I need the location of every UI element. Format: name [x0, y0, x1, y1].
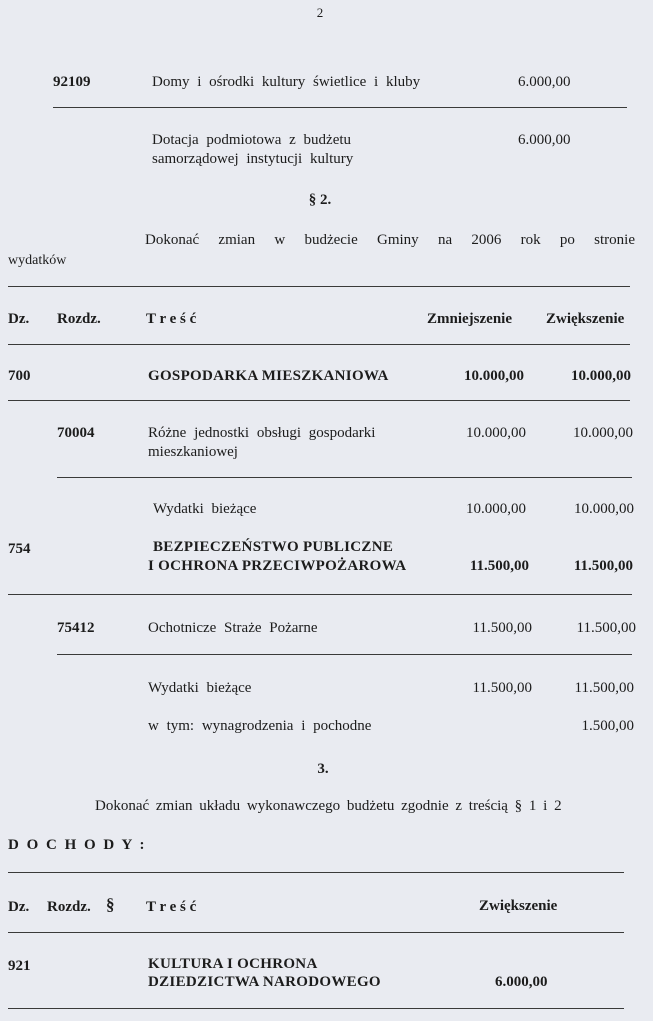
wydatki-biezace-70004: Wydatki bieżące	[153, 501, 257, 517]
rozdz-70004-zwiekszenie: 10.000,00	[573, 425, 633, 441]
dz-921-amount: 6.000,00	[495, 974, 548, 990]
rozdz-70004-code: 70004	[57, 425, 95, 441]
divider	[8, 932, 624, 933]
dz-754-zwiekszenie: 11.500,00	[573, 558, 633, 574]
wydatki-75412-zwiekszenie: 11.500,00	[574, 680, 634, 696]
col-header-dz: Dz.	[8, 311, 30, 327]
wydatki-75412-zmniejszenie: 11.500,00	[472, 680, 532, 696]
divider	[8, 400, 630, 401]
rozdz-70004-line2: mieszkaniowej	[148, 444, 238, 460]
section-2-intro-line2: wydatków	[8, 253, 67, 268]
dz-921-line1: KULTURA I OCHRONA	[148, 956, 318, 972]
section-2-intro-line1: Dokonać zmian w budżecie Gminy na 2006 rok po stronie	[145, 232, 635, 248]
col-header-tresc: T r e ś ć	[146, 311, 197, 327]
rozdz-75412-code: 75412	[57, 620, 95, 636]
wydatki-70004-zmniejszenie: 10.000,00	[466, 501, 526, 517]
rozdz-92109-code: 92109	[53, 74, 91, 90]
wynagrodzenia-title: w tym: wynagrodzenia i pochodne	[148, 718, 372, 734]
dz-921-line2: DZIEDZICTWA NARODOWEGO	[148, 974, 381, 990]
section-3-heading: 3.	[317, 761, 329, 777]
divider	[8, 872, 624, 873]
rozdz-70004-line1: Różne jednostki obsługi gospodarki	[148, 425, 376, 441]
dochody-col-zwiekszenie: Zwiększenie	[479, 898, 558, 914]
divider	[57, 477, 632, 478]
section-3-text: Dokonać zmian układu wykonawczego budżetu zgodnie z treścią § 1 i 2	[95, 798, 562, 814]
dz-700-zmniejszenie: 10.000,00	[464, 368, 524, 384]
rozdz-92109-title: Domy i ośrodki kultury świetlice i kluby	[152, 74, 421, 90]
divider	[8, 1008, 624, 1009]
divider	[53, 107, 627, 108]
dotacja-line1: Dotacja podmiotowa z budżetu	[152, 132, 352, 148]
rozdz-75412-title: Ochotnicze Straże Pożarne	[148, 620, 318, 636]
wydatki-70004-zwiekszenie: 10.000,00	[574, 501, 634, 517]
col-header-zwiekszenie: Zwiększenie	[546, 311, 625, 327]
dotacja-line2: samorządowej instytucji kultury	[152, 151, 354, 167]
divider	[57, 654, 632, 655]
section-2-heading: § 2.	[308, 192, 332, 208]
wydatki-biezace-75412: Wydatki bieżące	[148, 680, 252, 696]
dz-754-line2: I OCHRONA PRZECIWPOŻAROWA	[148, 558, 407, 574]
divider	[8, 286, 630, 287]
dochody-col-tresc: T r e ś ć	[146, 899, 197, 915]
dochody-col-dz: Dz.	[8, 899, 30, 915]
divider	[8, 344, 630, 345]
dz-700-zwiekszenie: 10.000,00	[571, 368, 631, 384]
rozdz-70004-zmniejszenie: 10.000,00	[466, 425, 526, 441]
dotacja-amount: 6.000,00	[518, 132, 571, 148]
dochody-heading: D O C H O D Y :	[8, 837, 147, 853]
dz-754-code: 754	[8, 541, 31, 557]
dz-754-zmniejszenie: 11.500,00	[469, 558, 529, 574]
divider	[8, 594, 632, 595]
dz-921-code: 921	[8, 958, 31, 974]
dz-700-title: GOSPODARKA MIESZKANIOWA	[148, 368, 389, 384]
dz-700-code: 700	[8, 368, 31, 384]
rozdz-75412-zwiekszenie: 11.500,00	[576, 620, 636, 636]
dochody-col-rozdz: Rozdz.	[47, 899, 91, 915]
dochody-col-paragraf: §	[106, 895, 115, 914]
col-header-zmniejszenie: Zmniejszenie	[427, 311, 512, 327]
dz-754-line1: BEZPIECZEŃSTWO PUBLICZNE	[153, 539, 394, 555]
rozdz-92109-amount: 6.000,00	[518, 74, 571, 90]
wynagrodzenia-zwiekszenie: 1.500,00	[581, 718, 634, 734]
col-header-rozdz: Rozdz.	[57, 311, 101, 327]
rozdz-75412-zmniejszenie: 11.500,00	[472, 620, 532, 636]
page-number: 2	[316, 5, 324, 20]
